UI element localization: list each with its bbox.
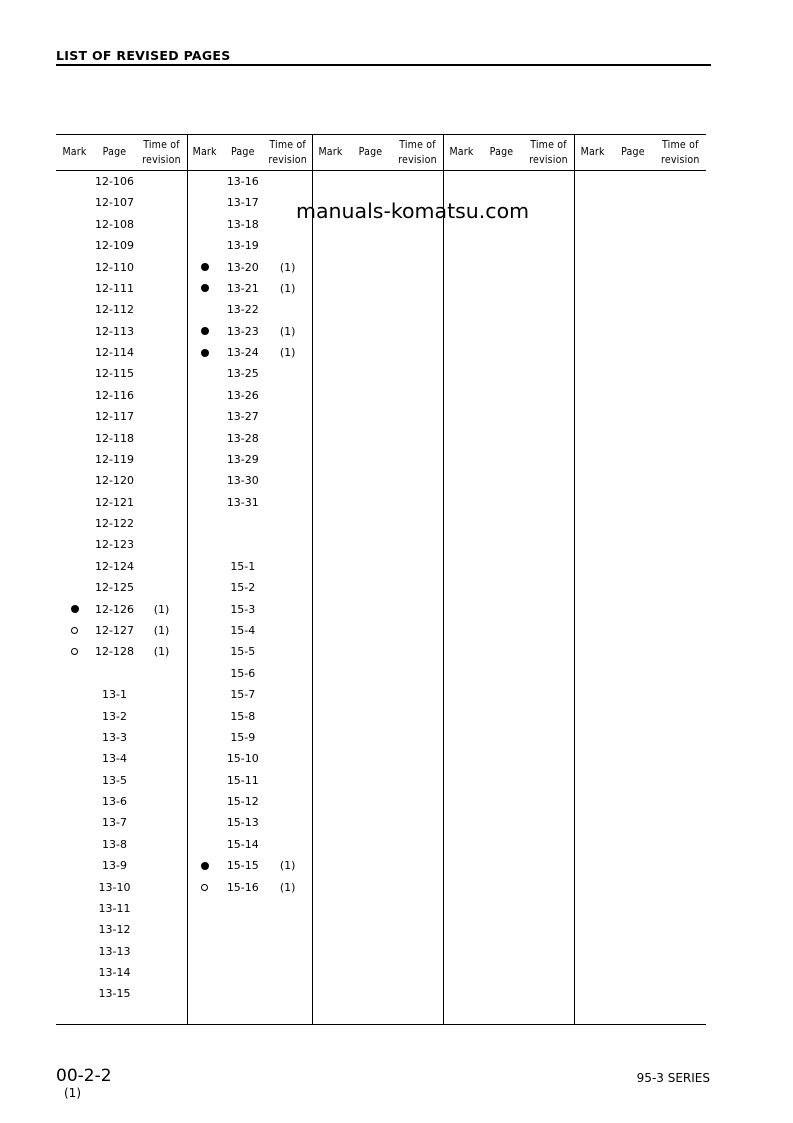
mark-cell bbox=[56, 556, 93, 577]
page-cell: 12-127 bbox=[95, 623, 134, 637]
page-cell: 12-128 bbox=[95, 645, 134, 659]
header-page: Page bbox=[621, 146, 645, 158]
page-cell: 12-115 bbox=[95, 367, 134, 381]
revision-cell bbox=[136, 321, 187, 342]
mark-cell bbox=[56, 534, 93, 555]
mark-cell bbox=[56, 235, 93, 256]
mark-cell bbox=[187, 470, 222, 491]
mark-cell bbox=[56, 342, 93, 363]
revision-cell bbox=[263, 513, 312, 534]
page-cell: 13-4 bbox=[102, 752, 127, 766]
page-cell: 12-123 bbox=[95, 538, 134, 552]
revision-cell bbox=[263, 385, 312, 406]
revision-cell bbox=[136, 791, 187, 812]
revision-cell bbox=[263, 171, 312, 192]
page-cell: 13-28 bbox=[226, 431, 259, 445]
page-cell: 12-122 bbox=[95, 517, 134, 531]
page-cell: 15-3 bbox=[230, 602, 256, 616]
revision-cell bbox=[263, 235, 312, 256]
page-cell: 13-20 bbox=[226, 260, 259, 274]
revision-cell bbox=[263, 428, 312, 449]
header-time-of-revision bbox=[523, 135, 574, 170]
mark-cell bbox=[56, 898, 93, 919]
page-cell: 13-10 bbox=[98, 880, 131, 894]
revision-cell: (1) bbox=[279, 324, 296, 338]
revision-cell bbox=[263, 834, 312, 855]
mark-cell bbox=[56, 770, 93, 791]
mark-cell bbox=[56, 941, 93, 962]
watermark-text: manuals-komatsu.com bbox=[296, 199, 530, 223]
page-cell: 12-120 bbox=[95, 474, 134, 488]
header-time-line2: revision bbox=[661, 153, 700, 166]
page-cell: 12-117 bbox=[95, 410, 134, 424]
mark-cell bbox=[187, 385, 222, 406]
mark-cell bbox=[56, 663, 93, 684]
page-cell: 12-112 bbox=[95, 303, 134, 317]
mark-cell bbox=[187, 556, 222, 577]
column-group-divider bbox=[574, 135, 575, 1024]
revision-cell bbox=[136, 214, 187, 235]
revision-cell bbox=[136, 278, 187, 299]
page-cell: 13-29 bbox=[226, 452, 259, 466]
revision-cell: (1) bbox=[153, 623, 170, 637]
mark-cell bbox=[56, 171, 93, 192]
page-cell bbox=[222, 534, 263, 555]
page-cell: 15-7 bbox=[230, 688, 256, 702]
revision-cell bbox=[136, 898, 187, 919]
revision-cell bbox=[263, 577, 312, 598]
header-time-of-revision bbox=[392, 135, 443, 170]
revision-cell bbox=[263, 620, 312, 641]
mark-cell bbox=[187, 641, 222, 662]
mark-cell bbox=[56, 257, 93, 278]
mark-cell bbox=[56, 577, 93, 598]
page-cell: 13-30 bbox=[226, 474, 259, 488]
column-group-divider bbox=[443, 135, 444, 1024]
mark-cell bbox=[187, 727, 222, 748]
page-cell: 15-4 bbox=[230, 623, 256, 637]
filled-circle-icon bbox=[201, 263, 209, 271]
page-cell: 12-126 bbox=[95, 602, 134, 616]
revision-cell bbox=[136, 962, 187, 983]
revision-cell: (1) bbox=[279, 281, 296, 295]
header-time-line2: revision bbox=[142, 153, 181, 166]
mark-cell bbox=[187, 449, 222, 470]
mark-cell bbox=[56, 834, 93, 855]
mark-cell bbox=[187, 599, 222, 620]
page-cell: 15-5 bbox=[230, 645, 256, 659]
mark-cell bbox=[56, 748, 93, 769]
mark-cell bbox=[187, 812, 222, 833]
page-cell: 15-13 bbox=[226, 816, 259, 830]
revision-cell bbox=[263, 299, 312, 320]
mark-cell bbox=[56, 385, 93, 406]
mark-cell bbox=[56, 641, 93, 662]
mark-cell bbox=[187, 513, 222, 534]
header-page: Page bbox=[230, 146, 255, 158]
header-time-line1: Time of bbox=[399, 138, 436, 151]
mark-cell bbox=[187, 834, 222, 855]
mark-cell bbox=[56, 428, 93, 449]
header-page: Page bbox=[358, 146, 383, 158]
mark-cell bbox=[187, 278, 222, 299]
page-cell: 13-2 bbox=[102, 709, 127, 723]
filled-circle-icon bbox=[201, 349, 209, 357]
mark-cell bbox=[187, 406, 222, 427]
page-cell: 12-124 bbox=[95, 559, 134, 573]
mark-cell bbox=[187, 577, 222, 598]
page-cell: 13-16 bbox=[226, 175, 259, 188]
mark-cell bbox=[187, 299, 222, 320]
page-cell: 13-26 bbox=[226, 388, 259, 402]
revision-cell bbox=[263, 470, 312, 491]
mark-cell bbox=[56, 727, 93, 748]
header-time-of-revision bbox=[263, 135, 312, 170]
page-cell: 15-16 bbox=[226, 880, 259, 894]
mark-cell bbox=[56, 513, 93, 534]
page-cell: 13-27 bbox=[226, 410, 259, 424]
revision-cell bbox=[136, 748, 187, 769]
header-time-line2: revision bbox=[529, 153, 568, 166]
revision-cell bbox=[136, 428, 187, 449]
revision-cell bbox=[136, 663, 187, 684]
mark-cell bbox=[56, 321, 93, 342]
mark-cell bbox=[56, 492, 93, 513]
revision-cell bbox=[136, 513, 187, 534]
page-cell: 12-118 bbox=[95, 431, 134, 445]
revision-cell bbox=[136, 406, 187, 427]
revision-cell bbox=[136, 855, 187, 876]
mark-cell bbox=[187, 235, 222, 256]
revision-cell: (1) bbox=[279, 880, 296, 894]
revision-cell bbox=[263, 492, 312, 513]
header-time-line2: revision bbox=[268, 153, 307, 166]
revised-pages-table bbox=[56, 134, 706, 1025]
revision-cell bbox=[136, 363, 187, 384]
revision-cell bbox=[136, 941, 187, 962]
column-group-divider bbox=[312, 135, 313, 1024]
revision-cell bbox=[136, 385, 187, 406]
page-cell: 12-114 bbox=[95, 346, 134, 360]
revision-cell bbox=[263, 534, 312, 555]
page-cell: 13-12 bbox=[98, 923, 131, 937]
revision-cell bbox=[136, 299, 187, 320]
revision-cell bbox=[136, 877, 187, 898]
revision-cell bbox=[136, 577, 187, 598]
revision-cell: (1) bbox=[279, 859, 296, 873]
mark-cell bbox=[56, 599, 93, 620]
revision-cell bbox=[263, 641, 312, 662]
mark-cell bbox=[187, 214, 222, 235]
revision-cell bbox=[263, 791, 312, 812]
revision-cell bbox=[136, 449, 187, 470]
page-cell: 13-5 bbox=[102, 773, 127, 787]
mark-cell bbox=[56, 214, 93, 235]
page-cell: 12-107 bbox=[95, 196, 134, 210]
mark-cell bbox=[187, 791, 222, 812]
mark-cell bbox=[56, 470, 93, 491]
mark-cell bbox=[56, 919, 93, 940]
header-mark: Mark bbox=[580, 146, 605, 158]
revision-cell bbox=[136, 919, 187, 940]
revision-cell bbox=[136, 171, 187, 192]
revision-cell bbox=[136, 192, 187, 213]
header-mark: Mark bbox=[449, 146, 474, 158]
header-mark: Mark bbox=[318, 146, 343, 158]
mark-cell bbox=[56, 684, 93, 705]
header-time-line1: Time of bbox=[269, 138, 306, 151]
page-cell: 13-13 bbox=[98, 944, 131, 958]
page-cell: 13-6 bbox=[102, 795, 127, 809]
page-cell: 15-2 bbox=[230, 581, 256, 595]
page-cell: 13-11 bbox=[98, 901, 131, 915]
page-cell: 13-22 bbox=[226, 303, 259, 317]
page-cell: 12-119 bbox=[95, 452, 134, 466]
page-cell: 12-109 bbox=[95, 239, 134, 253]
revision-cell bbox=[136, 770, 187, 791]
mark-cell bbox=[56, 983, 93, 1004]
page-cell: 13-23 bbox=[226, 324, 259, 338]
header-time-of-revision bbox=[655, 135, 706, 170]
series-label: 95-3 SERIES bbox=[636, 1071, 710, 1085]
mark-cell bbox=[187, 428, 222, 449]
mark-cell bbox=[187, 492, 222, 513]
page-cell: 13-14 bbox=[98, 966, 131, 980]
filled-circle-icon bbox=[201, 284, 209, 292]
mark-cell bbox=[187, 620, 222, 641]
page-cell: 13-25 bbox=[226, 367, 259, 381]
table-header bbox=[56, 135, 706, 171]
page-cell: 15-8 bbox=[230, 709, 256, 723]
page-cell bbox=[93, 663, 136, 684]
open-circle-icon bbox=[201, 884, 208, 891]
page-title: LIST OF REVISED PAGES bbox=[56, 48, 711, 66]
header-time-line1: Time of bbox=[143, 138, 180, 151]
open-circle-icon bbox=[71, 648, 78, 655]
mark-cell bbox=[56, 877, 93, 898]
page-cell: 13-9 bbox=[102, 859, 127, 873]
mark-cell bbox=[187, 770, 222, 791]
filled-circle-icon bbox=[201, 862, 209, 870]
mark-cell bbox=[56, 962, 93, 983]
revision-cell bbox=[136, 812, 187, 833]
page-cell: 12-106 bbox=[95, 175, 134, 188]
filled-circle-icon bbox=[201, 327, 209, 335]
revision-cell bbox=[136, 706, 187, 727]
revision-cell bbox=[136, 235, 187, 256]
page-cell: 15-14 bbox=[226, 837, 259, 851]
revision-cell bbox=[263, 663, 312, 684]
revision-cell bbox=[263, 770, 312, 791]
revision-cell bbox=[136, 534, 187, 555]
mark-cell bbox=[56, 278, 93, 299]
revision-cell bbox=[263, 406, 312, 427]
mark-cell bbox=[56, 192, 93, 213]
mark-cell bbox=[56, 363, 93, 384]
mark-cell bbox=[187, 192, 222, 213]
mark-cell bbox=[187, 321, 222, 342]
revision-cell bbox=[263, 748, 312, 769]
revision-cell bbox=[136, 727, 187, 748]
header-time-line1: Time of bbox=[662, 138, 699, 151]
page-cell: 13-17 bbox=[226, 196, 259, 210]
page-cell bbox=[222, 513, 263, 534]
revision-cell bbox=[136, 342, 187, 363]
filled-circle-icon bbox=[71, 605, 79, 613]
page-cell: 13-31 bbox=[226, 495, 259, 509]
mark-cell bbox=[56, 620, 93, 641]
revision-cell bbox=[263, 449, 312, 470]
revision-cell bbox=[263, 556, 312, 577]
mark-cell bbox=[56, 299, 93, 320]
revision-cell bbox=[263, 812, 312, 833]
page-revision: (1) bbox=[64, 1086, 81, 1100]
page-cell: 12-125 bbox=[95, 581, 134, 595]
header-mark: Mark bbox=[192, 146, 217, 158]
page-cell: 13-18 bbox=[226, 217, 259, 231]
header-mark: Mark bbox=[62, 146, 87, 158]
revision-cell bbox=[136, 983, 187, 1004]
page-cell: 15-12 bbox=[226, 795, 259, 809]
mark-cell bbox=[187, 257, 222, 278]
mark-cell bbox=[56, 449, 93, 470]
page-cell: 15-1 bbox=[230, 559, 256, 573]
page-cell: 13-8 bbox=[102, 837, 127, 851]
page-cell: 13-15 bbox=[98, 987, 131, 1001]
revision-cell bbox=[263, 727, 312, 748]
page-cell: 12-116 bbox=[95, 388, 134, 402]
revision-cell: (1) bbox=[153, 602, 170, 616]
mark-cell bbox=[187, 363, 222, 384]
page-cell: 12-108 bbox=[95, 217, 134, 231]
mark-cell bbox=[56, 855, 93, 876]
page-cell: 15-10 bbox=[226, 752, 259, 766]
revision-cell bbox=[263, 706, 312, 727]
open-circle-icon bbox=[71, 627, 78, 634]
mark-cell bbox=[56, 812, 93, 833]
header-page: Page bbox=[489, 146, 514, 158]
mark-cell bbox=[187, 663, 222, 684]
revision-cell bbox=[136, 684, 187, 705]
header-time-of-revision bbox=[136, 135, 187, 170]
mark-cell bbox=[187, 534, 222, 555]
header-time-line1: Time of bbox=[530, 138, 567, 151]
revision-cell bbox=[136, 492, 187, 513]
revision-cell bbox=[136, 556, 187, 577]
page-cell: 13-7 bbox=[102, 816, 127, 830]
mark-cell bbox=[187, 342, 222, 363]
page-cell: 12-113 bbox=[95, 324, 134, 338]
page-cell: 12-111 bbox=[95, 281, 134, 295]
revision-cell: (1) bbox=[153, 645, 170, 659]
page-cell: 15-6 bbox=[230, 666, 256, 680]
mark-cell bbox=[56, 706, 93, 727]
page-cell: 12-121 bbox=[95, 495, 134, 509]
page-number: 00-2-2 bbox=[56, 1066, 112, 1086]
page-cell: 13-19 bbox=[226, 239, 259, 253]
revision-cell bbox=[136, 470, 187, 491]
page-cell: 13-24 bbox=[226, 346, 259, 360]
header-page: Page bbox=[102, 146, 127, 158]
page-cell: 13-1 bbox=[102, 688, 127, 702]
revision-cell: (1) bbox=[279, 260, 296, 274]
mark-cell bbox=[187, 706, 222, 727]
mark-cell bbox=[56, 791, 93, 812]
revision-cell bbox=[263, 363, 312, 384]
page-cell: 15-9 bbox=[230, 730, 256, 744]
page-cell: 15-15 bbox=[226, 859, 259, 873]
revision-cell bbox=[263, 684, 312, 705]
revision-cell bbox=[136, 834, 187, 855]
revision-cell bbox=[136, 257, 187, 278]
mark-cell bbox=[187, 748, 222, 769]
mark-cell bbox=[187, 855, 222, 876]
mark-cell bbox=[56, 406, 93, 427]
mark-cell bbox=[187, 877, 222, 898]
revision-cell bbox=[263, 599, 312, 620]
revision-cell: (1) bbox=[279, 346, 296, 360]
page-cell: 15-11 bbox=[226, 773, 259, 787]
header-time-line2: revision bbox=[398, 153, 437, 166]
mark-cell bbox=[187, 684, 222, 705]
page-cell: 12-110 bbox=[95, 260, 134, 274]
page-cell: 13-3 bbox=[102, 730, 127, 744]
mark-cell bbox=[187, 171, 222, 192]
page-cell: 13-21 bbox=[226, 281, 259, 295]
